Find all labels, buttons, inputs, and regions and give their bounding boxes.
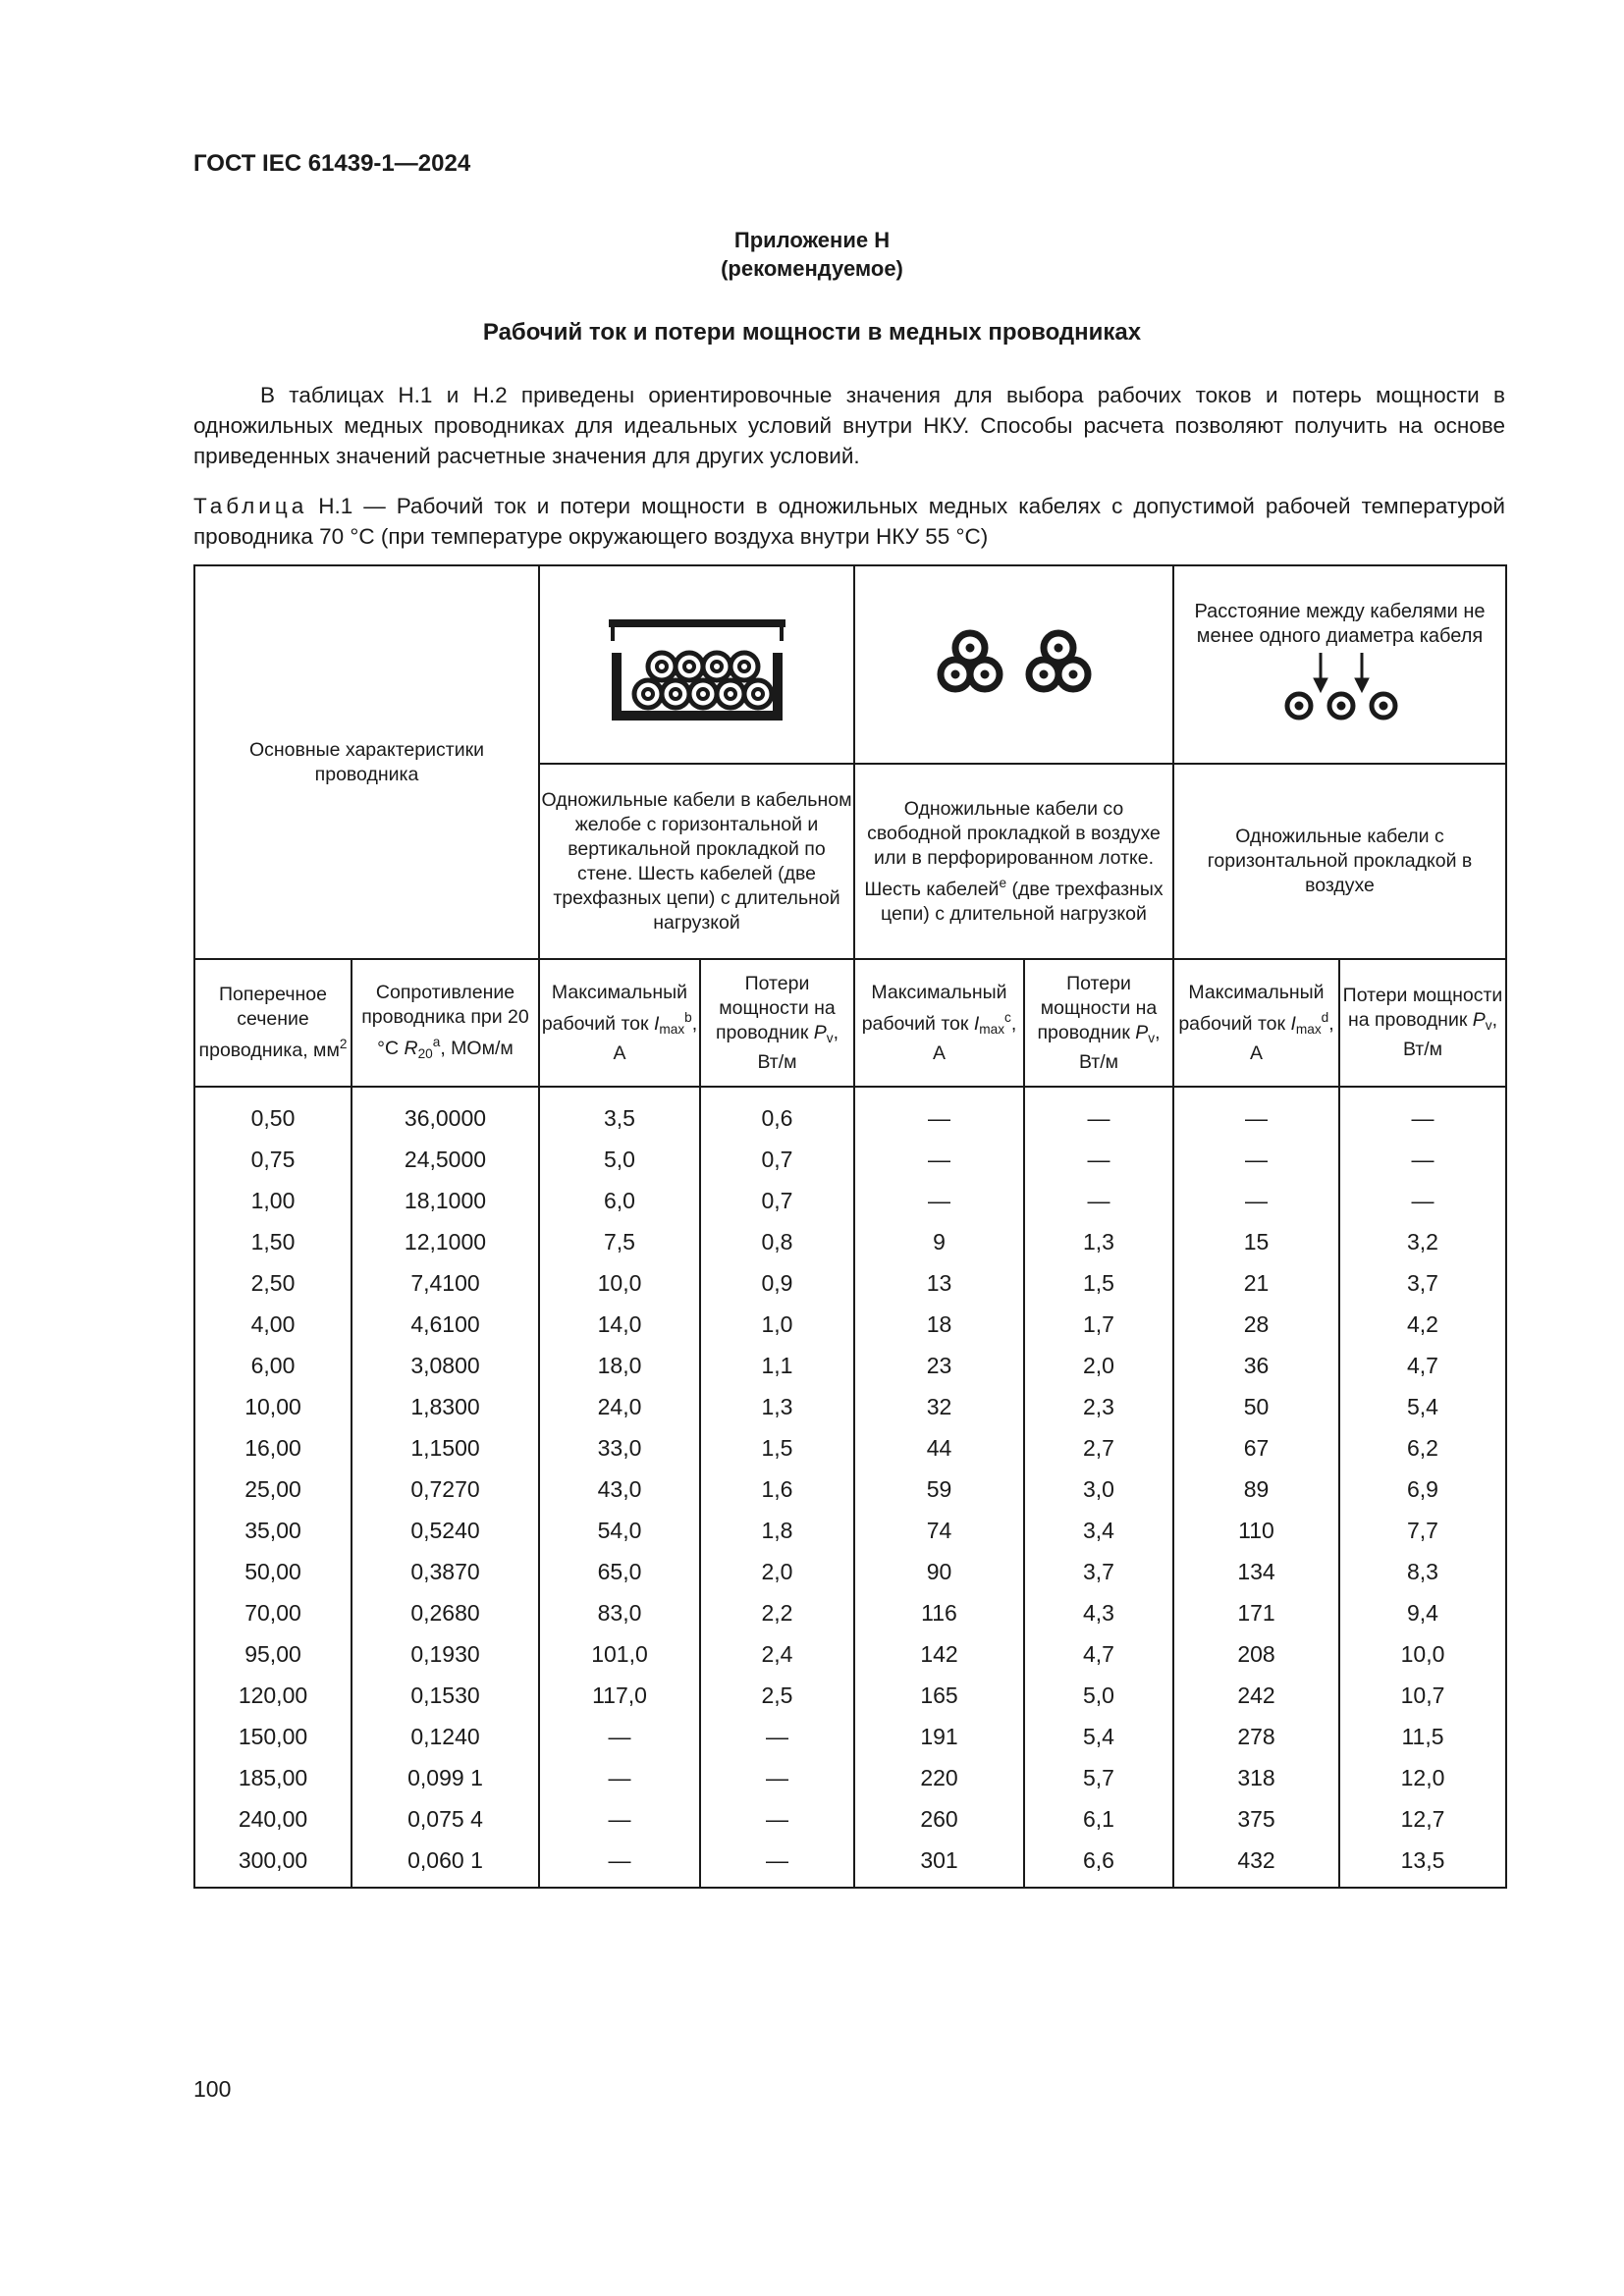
table-cell: 0,9 (700, 1262, 854, 1304)
col-loss-horizontal-header: Потери мощности на проводник $P_v$, Вт/м (1339, 959, 1506, 1087)
table-cell: 0,1530 (352, 1675, 539, 1716)
table-cell: 3,4 (1024, 1510, 1173, 1551)
table-cell: 6,9 (1339, 1468, 1506, 1510)
table-cell: 4,3 (1024, 1592, 1173, 1633)
table-cell: 36,0000 (352, 1087, 539, 1139)
intro-paragraph: В таблицах Н.1 и Н.2 приведены ориентировочные значения для выбора рабочих токов и потерь мощности в одножильных медных проводниках для идеальных условий внутри НКУ. Способы расчета позволяют получить на основе приведенных значений расчетные значения для других условий. (193, 383, 1505, 468)
table-cell: 1,5 (700, 1427, 854, 1468)
table-cell: 2,4 (700, 1633, 854, 1675)
table-cell: 0,5240 (352, 1510, 539, 1551)
table-cell: 0,1240 (352, 1716, 539, 1757)
table-cell: — (1173, 1087, 1339, 1139)
table-cell: — (539, 1716, 700, 1757)
table-cell: 278 (1173, 1716, 1339, 1757)
table-cell: 0,75 (194, 1139, 352, 1180)
table-cell: — (1024, 1180, 1173, 1221)
spaced-cables-icon (1242, 649, 1438, 729)
table-cell: 8,3 (1339, 1551, 1506, 1592)
table-cell: — (700, 1757, 854, 1798)
table-cell: 15 (1173, 1221, 1339, 1262)
table-cell: 16,00 (194, 1427, 352, 1468)
table-cell: 50 (1173, 1386, 1339, 1427)
table-cell: 1,8 (700, 1510, 854, 1551)
table-cell: 6,0 (539, 1180, 700, 1221)
table-cell: 6,1 (1024, 1798, 1173, 1840)
table-caption-text: Н.1 — Рабочий ток и потери мощности в одножильных медных кабелях с допустимой рабочей температурой проводника 70 °С (при температуре окружающего воздуха внутри НКУ 55 °С) (193, 494, 1505, 549)
table-cell: 7,5 (539, 1221, 700, 1262)
table-cell: 3,2 (1339, 1221, 1506, 1262)
table-cell: 6,2 (1339, 1427, 1506, 1468)
table-cell: 150,00 (194, 1716, 352, 1757)
table-row (194, 1675, 1506, 1716)
table-cell: 44 (854, 1427, 1024, 1468)
col-cross-section-header: Поперечное сечение проводника, $мм^2$ (194, 959, 352, 1087)
table-cell: 117,0 (539, 1675, 700, 1716)
table-caption (193, 491, 1505, 552)
table-cell: 9 (854, 1221, 1024, 1262)
annex-title: Приложение H (733, 228, 891, 252)
table-cell: 2,7 (1024, 1427, 1173, 1468)
table-row (194, 1221, 1506, 1262)
table-cell: — (539, 1840, 700, 1888)
annex-title-block (0, 226, 1624, 283)
table-cell: 0,2680 (352, 1592, 539, 1633)
table-cell: 2,0 (700, 1551, 854, 1592)
table-cell: 21 (1173, 1262, 1339, 1304)
table-cell: 24,0 (539, 1386, 700, 1427)
group-horizontal-air-header: Одножильные кабели с горизонтальной прокладкой в воздухе (1173, 764, 1506, 959)
table-cell: 0,099 1 (352, 1757, 539, 1798)
table-cell: 1,50 (194, 1221, 352, 1262)
table-caption-label: Таблица (193, 494, 308, 518)
table-row (194, 1304, 1506, 1345)
table-cell: 25,00 (194, 1468, 352, 1510)
table-cell: — (700, 1716, 854, 1757)
table-row (194, 1551, 1506, 1592)
table-cell: 14,0 (539, 1304, 700, 1345)
trefoil-cables-icon (916, 620, 1112, 709)
table-row (194, 1345, 1506, 1386)
document-id: ГОСТ IEC 61439-1—2024 (193, 150, 471, 177)
table-cell: 1,1 (700, 1345, 854, 1386)
table-cell: 18,0 (539, 1345, 700, 1386)
table-cell: 240,00 (194, 1798, 352, 1840)
table-cell: 2,3 (1024, 1386, 1173, 1427)
table-row (194, 1757, 1506, 1798)
group-cable-tray-header: Одножильные кабели в кабельном желобе с горизонтальной и вертикальной прокладкой по стене. Шесть кабелей (две трехфазных цепи) с длительной нагрузкой (539, 764, 854, 959)
table-cell: 36 (1173, 1345, 1339, 1386)
table-row (194, 1840, 1506, 1888)
col-imax-free-air-header: Максимальный рабочий ток $I_{max}^c$, А (854, 959, 1024, 1087)
table-cell: 65,0 (539, 1551, 700, 1592)
table-cell: 0,7270 (352, 1468, 539, 1510)
table-cell: 3,0800 (352, 1345, 539, 1386)
table-cell: — (700, 1798, 854, 1840)
table-cell: 10,0 (539, 1262, 700, 1304)
table-cell: 300,00 (194, 1840, 352, 1888)
table-cell: 32 (854, 1386, 1024, 1427)
table-cell: 6,00 (194, 1345, 352, 1386)
table-cell: 7,7 (1339, 1510, 1506, 1551)
table-cell: — (1024, 1087, 1173, 1139)
table-cell: 0,3870 (352, 1551, 539, 1592)
table-cell: 0,7 (700, 1139, 854, 1180)
table-cell: 5,4 (1024, 1716, 1173, 1757)
table-cell: 10,7 (1339, 1675, 1506, 1716)
table-row (194, 1262, 1506, 1304)
table-cell: 0,7 (700, 1180, 854, 1221)
table-cell: 18,1000 (352, 1180, 539, 1221)
table-row (194, 1633, 1506, 1675)
table-cell: 33,0 (539, 1427, 700, 1468)
table-cell: 11,5 (1339, 1716, 1506, 1757)
table-cell: 101,0 (539, 1633, 700, 1675)
table-cell: 10,00 (194, 1386, 352, 1427)
table-cell: 95,00 (194, 1633, 352, 1675)
table-cell: 18 (854, 1304, 1024, 1345)
table-cell: 3,5 (539, 1087, 700, 1139)
table-cell: 4,7 (1339, 1345, 1506, 1386)
col-resistance-header: Сопротивление проводника при 20 °С $R_{20}^a$, МОм/м (352, 959, 539, 1087)
table-cell: — (700, 1840, 854, 1888)
table-cell: 3,0 (1024, 1468, 1173, 1510)
table-cell: — (854, 1180, 1024, 1221)
table-cell: 0,075 4 (352, 1798, 539, 1840)
table-cell: 70,00 (194, 1592, 352, 1633)
table-cell: 208 (1173, 1633, 1339, 1675)
table-cell: 7,4100 (352, 1262, 539, 1304)
col-imax-horizontal-header: Максимальный рабочий ток $I_{max}^d$, А (1173, 959, 1339, 1087)
table-cell: 1,6 (700, 1468, 854, 1510)
table-cell: 191 (854, 1716, 1024, 1757)
page-number: 100 (193, 2076, 232, 2102)
table-cell: — (854, 1139, 1024, 1180)
table-cell: — (539, 1757, 700, 1798)
spacing-note: Расстояние между кабелями не менее одного диаметра кабеля (1194, 601, 1486, 647)
table-cell: 1,00 (194, 1180, 352, 1221)
table-cell: 9,4 (1339, 1592, 1506, 1633)
table-row (194, 1386, 1506, 1427)
table-cell: 120,00 (194, 1675, 352, 1716)
table-cell: 432 (1173, 1840, 1339, 1888)
table-cell: 10,0 (1339, 1633, 1506, 1675)
table-cell: 3,7 (1024, 1551, 1173, 1592)
cable-tray-icon (599, 606, 795, 723)
current-loss-table (193, 564, 1507, 1889)
section-heading: Рабочий ток и потери мощности в медных проводниках (482, 319, 1142, 346)
table-cell: 1,1500 (352, 1427, 539, 1468)
table-cell: 5,4 (1339, 1386, 1506, 1427)
table-cell: 165 (854, 1675, 1024, 1716)
table-cell: 0,8 (700, 1221, 854, 1262)
table-cell: 0,060 1 (352, 1840, 539, 1888)
table-cell: 375 (1173, 1798, 1339, 1840)
col-imax-tray-header: Максимальный рабочий ток $I_{max}^b$, А (539, 959, 700, 1087)
table-cell: 1,3 (1024, 1221, 1173, 1262)
table-row (194, 1139, 1506, 1180)
table-row (194, 1510, 1506, 1551)
table-cell: 301 (854, 1840, 1024, 1888)
table-cell: — (1024, 1139, 1173, 1180)
table-cell: 2,2 (700, 1592, 854, 1633)
table-cell: 242 (1173, 1675, 1339, 1716)
table-cell: 2,50 (194, 1262, 352, 1304)
table-row (194, 1087, 1506, 1139)
table-cell: 12,7 (1339, 1798, 1506, 1840)
table-cell: 28 (1173, 1304, 1339, 1345)
annex-status: (рекомендуемое) (721, 256, 903, 281)
table-cell: 67 (1173, 1427, 1339, 1468)
table-cell: 220 (854, 1757, 1024, 1798)
table-cell: 0,1930 (352, 1633, 539, 1675)
table-cell: 5,7 (1024, 1757, 1173, 1798)
table-cell: 59 (854, 1468, 1024, 1510)
table-cell: 6,6 (1024, 1840, 1173, 1888)
table-cell: 134 (1173, 1551, 1339, 1592)
table-cell: 1,0 (700, 1304, 854, 1345)
col-loss-free-air-header: Потери мощности на проводник $P_v$, Вт/м (1024, 959, 1173, 1087)
table-cell: 4,00 (194, 1304, 352, 1345)
table-cell: 110 (1173, 1510, 1339, 1551)
table-cell: 5,0 (539, 1139, 700, 1180)
table-cell: 2,0 (1024, 1345, 1173, 1386)
table-cell: 43,0 (539, 1468, 700, 1510)
table-cell: 2,5 (700, 1675, 854, 1716)
table-cell: 171 (1173, 1592, 1339, 1633)
table-cell: 142 (854, 1633, 1024, 1675)
table-cell: 0,50 (194, 1087, 352, 1139)
table-cell: 24,5000 (352, 1139, 539, 1180)
table-cell: 1,7 (1024, 1304, 1173, 1345)
table-cell: 5,0 (1024, 1675, 1173, 1716)
table-cell: — (1339, 1180, 1506, 1221)
table-cell: 185,00 (194, 1757, 352, 1798)
table-row (194, 1716, 1506, 1757)
table-cell: — (854, 1087, 1024, 1139)
table-cell: 260 (854, 1798, 1024, 1840)
table-cell: 74 (854, 1510, 1024, 1551)
table-cell: 50,00 (194, 1551, 352, 1592)
table-cell: 13 (854, 1262, 1024, 1304)
table-body (194, 1087, 1506, 1888)
table-cell: 89 (1173, 1468, 1339, 1510)
table-cell: 54,0 (539, 1510, 700, 1551)
table-cell: 0,6 (700, 1087, 854, 1139)
table-row (194, 1468, 1506, 1510)
table-cell: 318 (1173, 1757, 1339, 1798)
table-cell: 4,6100 (352, 1304, 539, 1345)
table-row (194, 1592, 1506, 1633)
col-loss-tray-header: Потери мощности на проводник $P_v$, Вт/м (700, 959, 854, 1087)
table-cell: — (539, 1798, 700, 1840)
table-cell: 1,5 (1024, 1262, 1173, 1304)
trefoil-cables-diagram (854, 565, 1173, 764)
table-row (194, 1427, 1506, 1468)
table-cell: 90 (854, 1551, 1024, 1592)
table-cell: 23 (854, 1345, 1024, 1386)
table-cell: — (1173, 1139, 1339, 1180)
table-cell: 35,00 (194, 1510, 352, 1551)
table-row (194, 1180, 1506, 1221)
table-cell: 3,7 (1339, 1262, 1506, 1304)
table-cell: 4,2 (1339, 1304, 1506, 1345)
table-cell: — (1339, 1139, 1506, 1180)
table-cell: — (1339, 1087, 1506, 1139)
table-cell: 12,1000 (352, 1221, 539, 1262)
conductor-characteristics-header: Основные характеристики проводника (194, 565, 539, 959)
spaced-cables-cell (1173, 565, 1506, 764)
cable-tray-diagram (539, 565, 854, 764)
table-cell: 1,8300 (352, 1386, 539, 1427)
table-cell: 116 (854, 1592, 1024, 1633)
table-row (194, 1798, 1506, 1840)
table-cell: 13,5 (1339, 1840, 1506, 1888)
table-cell: 1,3 (700, 1386, 854, 1427)
table-cell: — (1173, 1180, 1339, 1221)
table-cell: 12,0 (1339, 1757, 1506, 1798)
table-cell: 4,7 (1024, 1633, 1173, 1675)
table-cell: 83,0 (539, 1592, 700, 1633)
group-free-air-header: Одножильные кабели со свободной прокладкой в воздухе или в перфорированном лотке. Шесть кабелей$^e$ (две трехфазных цепи) с длительной нагрузкой (854, 764, 1173, 959)
